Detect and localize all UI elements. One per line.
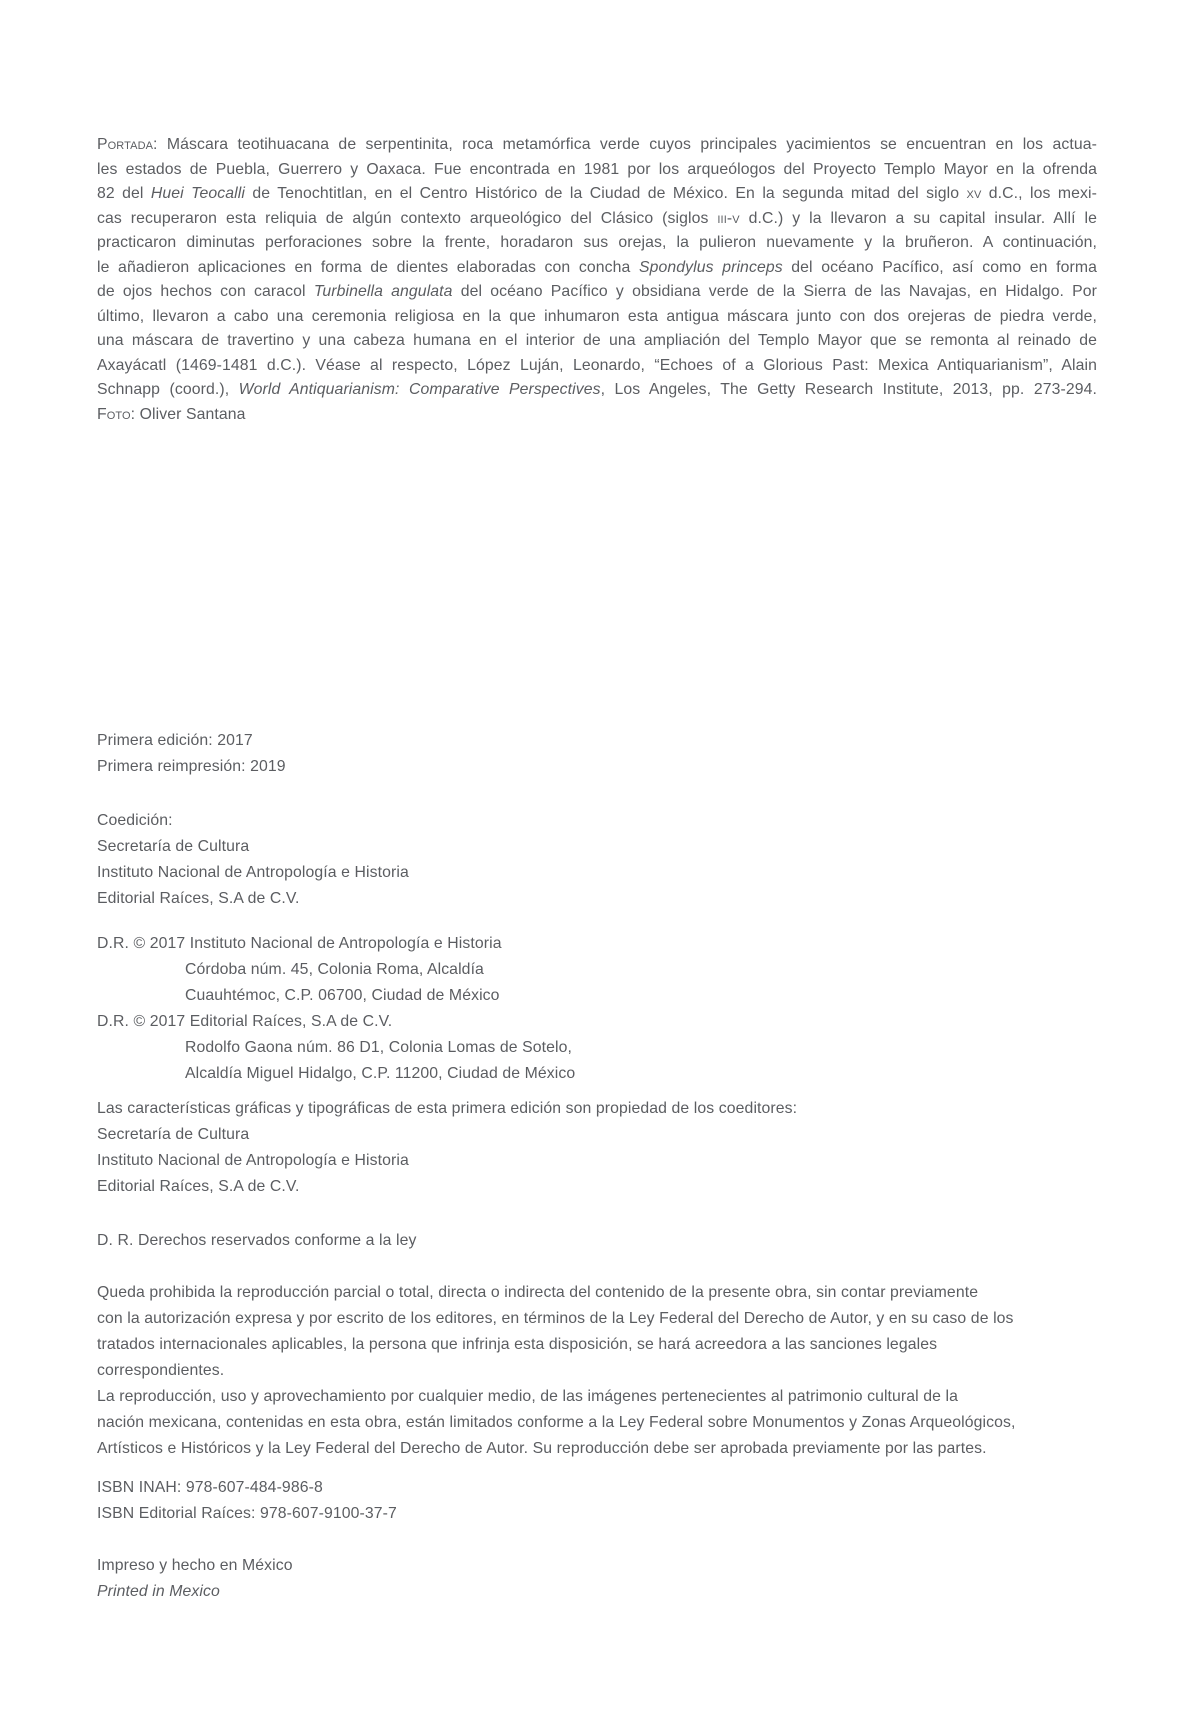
text-line: Secretaría de Cultura — [97, 838, 250, 855]
text-line: Rodolfo Gaona núm. 86 D1, Colonia Lomas de Sotelo, — [185, 1039, 572, 1056]
rights-reserved-line: D. R. Derechos reservados conforme a la ley — [97, 1232, 417, 1249]
text-segment: del océano Pacífico y obsidiana verde de la Sierra de las Navajas, en Hidalgo. Por — [452, 283, 1097, 300]
small-caps-text: iii-v — [717, 209, 740, 227]
typography-note-block — [97, 1096, 1097, 1200]
text-segment: Schnapp (coord.), — [97, 381, 239, 398]
text-line — [97, 354, 1097, 379]
text-line: Artísticos e Históricos y la Ley Federal del Derecho de Autor. Su reproducción debe ser aprobada previamente por las partes. — [97, 1440, 987, 1457]
text-line: D.R. © 2017 Instituto Nacional de Antropología e Historia — [97, 935, 502, 952]
text-segment: Máscara teotihuacana de serpentinita, roca metamórfica verde cuyos principales yacimientos se encuentran en los actua- — [157, 136, 1097, 153]
text-line: D.R. © 2017 Editorial Raíces, S.A de C.V. — [97, 1013, 393, 1030]
text-line — [97, 182, 1097, 207]
text-segment: Axayácatl (1469-1481 d.C.). Véase al respecto, López Luján, Leonardo, “Echoes of a Glorious Past: Mexica Antiquarianism”, Alain — [97, 356, 1097, 374]
text-line: Impreso y hecho en México — [97, 1557, 293, 1574]
cover-note-paragraph — [97, 133, 1097, 427]
text-segment: , Los Angeles, The Getty Research Institute, 2013, pp. 273-294. — [600, 381, 1097, 398]
legal-notice-block — [97, 1280, 1097, 1462]
text-line: Printed in Mexico — [97, 1583, 220, 1600]
text-line: Primera reimpresión: 2019 — [97, 758, 286, 775]
italic-text: Turbinella angulata — [313, 283, 453, 300]
text-line: Editorial Raíces, S.A de C.V. — [97, 1178, 300, 1195]
text-line: Instituto Nacional de Antropología e Historia — [97, 1152, 409, 1169]
text-line — [97, 378, 1097, 403]
italic-text: Spondylus princeps — [638, 258, 783, 276]
text-segment: les estados de Puebla, Guerrero y Oaxaca. Fue encontrada en 1981 por los arqueólogos del Proyecto Templo Mayor en la ofrenda — [97, 160, 1097, 178]
small-caps-text: xv — [966, 185, 982, 202]
edition-block — [97, 728, 1097, 780]
text-segment: último, llevaron a cabo una ceremonia religiosa en la que inhumaron esta antigua máscara junto con dos orejeras de piedra verde, — [97, 307, 1097, 325]
text-segment: Oliver Santana — [135, 405, 246, 423]
text-line — [97, 256, 1097, 281]
text-segment: de ojos hechos con caracol — [97, 283, 314, 300]
text-line: ISBN INAH: 978-607-484-986-8 — [97, 1479, 323, 1496]
coedition-block — [97, 808, 1097, 912]
text-line: Las características gráficas y tipográficas de esta primera edición son propiedad de los coeditores: — [97, 1100, 798, 1117]
text-line: Coedición: — [97, 812, 173, 829]
text-line — [97, 207, 1097, 232]
text-line: Editorial Raíces, S.A de C.V. — [97, 890, 300, 907]
text-segment: practicaron diminutas perforaciones sobre la frente, horadaron sus orejas, la pulieron nuevamente y la bruñeron. A continuación, — [97, 234, 1097, 251]
text-segment: 82 del — [97, 185, 151, 202]
italic-text: Huei Teocalli — [150, 185, 245, 202]
text-line: tratados internacionales aplicables, la persona que infrinja esta disposición, se hará acreedora a las sanciones legales — [97, 1336, 938, 1353]
text-line — [97, 280, 1097, 305]
text-line — [97, 231, 1097, 256]
text-segment: d.C., los mexi- — [981, 185, 1097, 202]
text-line: nación mexicana, contenidas en esta obra, están limitados conforme a la Ley Federal sobre Monumentos y Zonas Arqueológicos, — [97, 1414, 1016, 1431]
text-line: con la autorización expresa y por escrito de los editores, en términos de la Ley Federal del Derecho de Autor, y en su caso de los — [97, 1310, 1014, 1327]
text-segment: le añadieron aplicaciones en forma de dientes elaboradas con concha — [97, 258, 639, 276]
text-segment: d.C.) y la llevaron a su capital insular. Allí le — [739, 209, 1098, 227]
italic-text: World Antiquarianism: Comparative Perspectives — [238, 381, 601, 398]
copyright-block — [97, 931, 1097, 1087]
small-caps-text: Portada: — [97, 136, 158, 153]
text-line: Primera edición: 2017 — [97, 732, 253, 749]
text-line: ISBN Editorial Raíces: 978-607-9100-37-7 — [97, 1505, 397, 1522]
printed-in-mexico-block — [97, 1553, 1097, 1605]
rights-reserved-block — [97, 1228, 1097, 1254]
text-line: Alcaldía Miguel Hidalgo, C.P. 11200, Ciudad de México — [185, 1065, 576, 1082]
text-line — [97, 403, 1097, 428]
text-line: Cuauhtémoc, C.P. 06700, Ciudad de México — [185, 987, 500, 1004]
text-line: Secretaría de Cultura — [97, 1126, 250, 1143]
text-segment: cas recuperaron esta reliquia de algún contexto arqueológico del Clásico (siglos — [97, 209, 718, 227]
text-segment: de Tenochtitlan, en el Centro Histórico de la Ciudad de México. En la segunda mitad del siglo — [244, 185, 967, 202]
text-segment: del océano Pacífico, así como en forma — [782, 258, 1097, 276]
text-line: correspondientes. — [97, 1362, 225, 1379]
text-line — [97, 158, 1097, 183]
isbn-block — [97, 1475, 1097, 1527]
small-caps-text: Foto: — [97, 405, 136, 423]
text-line: La reproducción, uso y aprovechamiento por cualquier medio, de las imágenes pertenecientes al patrimonio cultural de la — [97, 1388, 959, 1405]
text-line: Córdoba núm. 45, Colonia Roma, Alcaldía — [185, 961, 484, 978]
text-line — [97, 305, 1097, 330]
text-line: Instituto Nacional de Antropología e Historia — [97, 864, 409, 881]
text-segment: una máscara de travertino y una cabeza humana en el interior de una ampliación del Templo Mayor que se remonta al reinado de — [97, 332, 1097, 349]
text-line — [97, 329, 1097, 354]
text-line: Queda prohibida la reproducción parcial o total, directa o indirecta del contenido de la presente obra, sin contar previamente — [97, 1284, 979, 1301]
text-line — [97, 133, 1097, 158]
